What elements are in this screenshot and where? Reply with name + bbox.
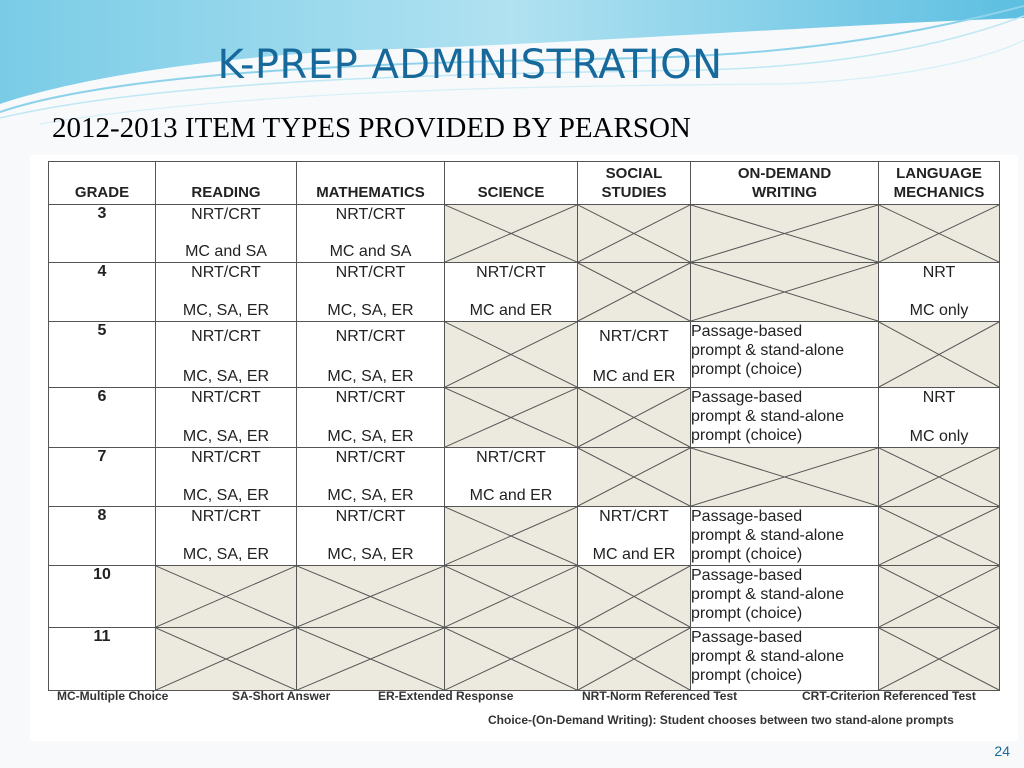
cross-out-icon: [297, 628, 444, 690]
cross-out-icon: [156, 566, 296, 627]
cross-out-icon: [156, 628, 296, 690]
cross-out-icon: [578, 448, 690, 506]
grade-cell: 8: [49, 507, 156, 566]
cross-out-icon: [578, 628, 690, 690]
grade-cell: 5: [49, 322, 156, 388]
reading-cell: NRT/CRT MC, SA, ER: [156, 507, 297, 566]
cross-out-icon: [879, 448, 999, 506]
not-tested-cell: [578, 205, 691, 263]
legend-nrt: NRT-Norm Referenced Test: [582, 689, 738, 703]
math-cell: NRT/CRT MC, SA, ER: [297, 263, 445, 322]
writing-cell: Passage-based prompt & stand-alone prompt (choice): [691, 628, 879, 691]
grade-cell: 7: [49, 448, 156, 507]
not-tested-cell: [578, 628, 691, 691]
science-cell: NRT/CRT MC and ER: [445, 263, 578, 322]
writing-cell: Passage-based prompt & stand-alone prompt (choice): [691, 322, 879, 388]
not-tested-cell: [879, 322, 1000, 388]
not-tested-cell: [297, 628, 445, 691]
math-cell: NRT/CRT MC, SA, ER: [297, 507, 445, 566]
not-tested-cell: [691, 448, 879, 507]
cross-out-icon: [691, 205, 878, 262]
math-cell: NRT/CRT MC, SA, ER: [297, 322, 445, 388]
not-tested-cell: [691, 205, 879, 263]
not-tested-cell: [578, 263, 691, 322]
grade-cell: 10: [49, 566, 156, 628]
cross-out-icon: [445, 628, 577, 690]
reading-cell: NRT/CRT MC, SA, ER: [156, 388, 297, 448]
reading-cell: NRT/CRT MC, SA, ER: [156, 263, 297, 322]
math-cell: NRT/CRT MC, SA, ER: [297, 388, 445, 448]
table-row: [49, 205, 1000, 263]
not-tested-cell: [879, 566, 1000, 628]
legend-mc: MC-Multiple Choice: [57, 689, 169, 703]
not-tested-cell: [445, 628, 578, 691]
writing-cell: Passage-based prompt & stand-alone prompt (choice): [691, 566, 879, 628]
writing-cell: Passage-based prompt & stand-alone prompt (choice): [691, 388, 879, 448]
cross-out-icon: [691, 448, 878, 506]
cross-out-icon: [879, 628, 999, 690]
cross-out-icon: [578, 205, 690, 262]
reading-cell: NRT/CRT MC, SA, ER: [156, 448, 297, 507]
table-row: [49, 263, 1000, 322]
header-social-studies: SOCIAL STUDIES: [578, 162, 691, 205]
legend-er: ER-Extended Response: [378, 689, 514, 703]
cross-out-icon: [691, 263, 878, 321]
cross-out-icon: [445, 566, 577, 627]
not-tested-cell: [445, 388, 578, 448]
cross-out-icon: [445, 507, 577, 565]
table-row: [49, 322, 1000, 388]
grade-cell: 6: [49, 388, 156, 448]
not-tested-cell: [445, 322, 578, 388]
math-cell: NRT/CRT MC, SA, ER: [297, 448, 445, 507]
writing-cell: Passage-based prompt & stand-alone prompt (choice): [691, 507, 879, 566]
not-tested-cell: [445, 566, 578, 628]
cross-out-icon: [445, 322, 577, 387]
not-tested-cell: [879, 448, 1000, 507]
not-tested-cell: [578, 448, 691, 507]
legend-sa: SA-Short Answer: [232, 689, 331, 703]
grade-cell: 4: [49, 263, 156, 322]
table-row: [49, 566, 1000, 628]
grade-cell: 11: [49, 628, 156, 691]
cross-out-icon: [578, 388, 690, 447]
reading-cell: NRT/CRT MC and SA: [156, 205, 297, 263]
cross-out-icon: [879, 507, 999, 565]
not-tested-cell: [445, 507, 578, 566]
not-tested-cell: [297, 566, 445, 628]
language-cell: NRT MC only: [879, 388, 1000, 448]
social-studies-cell: NRT/CRT MC and ER: [578, 507, 691, 566]
not-tested-cell: [445, 205, 578, 263]
table-row: [49, 388, 1000, 448]
science-cell: NRT/CRT MC and ER: [445, 448, 578, 507]
slide-title: K-PREP ADMINISTRATION: [217, 42, 723, 88]
cross-out-icon: [445, 388, 577, 447]
not-tested-cell: [156, 566, 297, 628]
cross-out-icon: [879, 205, 999, 262]
language-cell: NRT MC only: [879, 263, 1000, 322]
item-types-table: [48, 161, 1000, 691]
cross-out-icon: [879, 566, 999, 627]
header-science: SCIENCE: [445, 162, 578, 205]
cross-out-icon: [578, 263, 690, 321]
table-row: [49, 628, 1000, 691]
cross-out-icon: [445, 205, 577, 262]
page-number: 24: [994, 743, 1010, 759]
social-studies-cell: NRT/CRT MC and ER: [578, 322, 691, 388]
cross-out-icon: [578, 566, 690, 627]
header-on-demand-writing: ON-DEMAND WRITING: [691, 162, 879, 205]
reading-cell: NRT/CRT MC, SA, ER: [156, 322, 297, 388]
not-tested-cell: [879, 507, 1000, 566]
header-mathematics: MATHEMATICS: [297, 162, 445, 205]
header-language-mechanics: LANGUAGE MECHANICS: [879, 162, 1000, 205]
legend-choice: Choice-(On-Demand Writing): Student chooses between two stand-alone prompts: [488, 713, 954, 727]
not-tested-cell: [879, 205, 1000, 263]
header-reading: READING: [156, 162, 297, 205]
cross-out-icon: [879, 322, 999, 387]
not-tested-cell: [156, 628, 297, 691]
legend-crt: CRT-Criterion Referenced Test: [802, 689, 976, 703]
math-cell: NRT/CRT MC and SA: [297, 205, 445, 263]
table-row: [49, 507, 1000, 566]
header-grade: GRADE: [49, 162, 156, 205]
not-tested-cell: [578, 566, 691, 628]
slide-subtitle: 2012-2013 ITEM TYPES PROVIDED BY PEARSON: [52, 112, 691, 144]
not-tested-cell: [691, 263, 879, 322]
cross-out-icon: [297, 566, 444, 627]
table-row: [49, 448, 1000, 507]
grade-cell: 3: [49, 205, 156, 263]
not-tested-cell: [578, 388, 691, 448]
not-tested-cell: [879, 628, 1000, 691]
header-row: [49, 162, 1000, 205]
